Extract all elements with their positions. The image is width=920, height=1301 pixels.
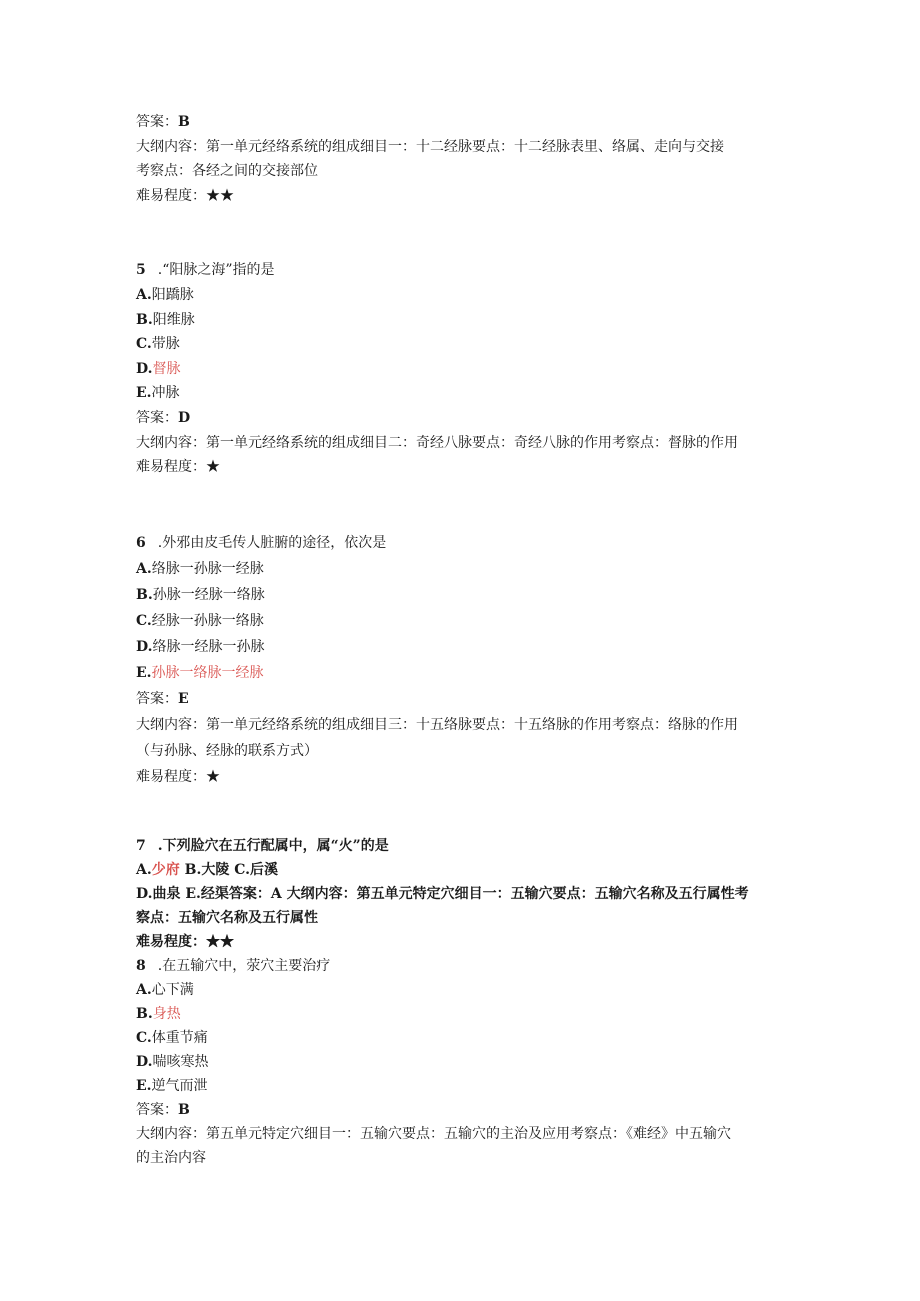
- option-letter: A.: [136, 981, 152, 998]
- q7-difficulty: [136, 930, 786, 954]
- difficulty-stars: ★: [206, 768, 220, 785]
- option-text: 喘咳寒热: [152, 1053, 209, 1070]
- difficulty-label: 难易程度：: [136, 459, 206, 476]
- q6-difficulty: [136, 764, 786, 790]
- question-number: 8: [136, 957, 146, 974]
- option-letter: A.: [136, 560, 152, 577]
- q6-answer: [136, 686, 786, 712]
- q5-option-a: [136, 283, 786, 308]
- spacer: [136, 480, 786, 530]
- q5-option-c: [136, 332, 786, 357]
- answer-label: 答案：: [136, 409, 178, 426]
- q7-block-line2: 察点：五输穴名称及五行属性: [136, 909, 318, 926]
- option-text: 阳维脉: [152, 311, 195, 328]
- answer-label: 答案：: [136, 690, 178, 707]
- q6-option-c: [136, 608, 786, 634]
- q6-option-a: [136, 556, 786, 582]
- q8-option-e: [136, 1074, 786, 1098]
- q4-difficulty: [136, 184, 786, 209]
- q6-option-d: [136, 634, 786, 660]
- option-text: 经脉一孙脉一络脉: [151, 612, 264, 629]
- q6-stem: [136, 530, 786, 556]
- question-number: 5: [136, 262, 146, 279]
- q8-option-a: [136, 978, 786, 1002]
- option-letter: C.: [136, 1029, 152, 1046]
- difficulty-label: 难易程度：: [136, 768, 206, 785]
- difficulty-stars: ★: [206, 459, 220, 476]
- option-letter: B.: [136, 311, 153, 328]
- option-letter: D.: [136, 360, 153, 377]
- q4-exam-point: 考察点：各经之间的交接部位: [136, 163, 318, 180]
- q8-option-c: [136, 1026, 786, 1050]
- q5-difficulty: [136, 455, 786, 480]
- correct-option-text: 督脉: [152, 360, 181, 377]
- answer-value: E: [178, 690, 189, 707]
- option-text: 带脉: [151, 336, 180, 353]
- difficulty-label: 难易程度：: [136, 187, 206, 204]
- q5-answer: [136, 406, 786, 431]
- q4-answer: [136, 110, 786, 135]
- difficulty-stars: ★★: [206, 933, 234, 950]
- spacer: [136, 208, 786, 258]
- q6-option-e: [136, 660, 786, 686]
- q8-answer: [136, 1098, 786, 1122]
- option-text: 心下满: [151, 981, 194, 998]
- answer-label: 答案：: [136, 114, 178, 130]
- option-letter: D.: [136, 638, 153, 655]
- q7-stem: [136, 834, 786, 858]
- document-page: [136, 110, 786, 1170]
- correct-option-text: 少府: [151, 861, 180, 878]
- q8-outline: 大纲内容：第五单元特定穴细目一：五输穴要点：五输穴的主治及应用考察点：《难经》中五输穴: [136, 1125, 731, 1142]
- option-letter: D.: [136, 1053, 153, 1070]
- question-text: .“阳脉之海”指的是: [157, 262, 275, 279]
- question-text: .下列脸穴在五行配属中，属“火”的是: [157, 837, 389, 854]
- option-letter: A.: [136, 861, 152, 878]
- answer-value: B: [178, 114, 190, 130]
- option-text: B.大陵 C.后溪: [179, 861, 278, 878]
- q8-option-d: [136, 1050, 786, 1074]
- q7-options-abc: [136, 858, 786, 882]
- option-letter: E.: [136, 385, 152, 402]
- option-text: 络脉一经脉一孙脉: [152, 638, 265, 655]
- difficulty-stars: ★★: [206, 187, 234, 204]
- q4-outline: 大纲内容：第一单元经络系统的组成细目一：十二经脉要点：十二经脉表里、络属、走向与交接: [136, 138, 724, 155]
- q5-option-b: [136, 308, 786, 333]
- option-text: 逆气而泄: [151, 1077, 208, 1094]
- question-number: 6: [136, 534, 146, 551]
- q5-option-d: [136, 357, 786, 382]
- option-text: 阳蹻脉: [151, 286, 194, 303]
- q6-option-b: [136, 582, 786, 608]
- q5-option-e: [136, 381, 786, 406]
- option-text: 冲脉: [151, 385, 180, 402]
- question-text: .外邪由皮毛传人脏腑的途径，依次是: [157, 534, 387, 551]
- q5-stem: [136, 258, 786, 283]
- q5-outline: 大纲内容：第一单元经络系统的组成细目二：奇经八脉要点：奇经八脉的作用考察点：督脉的作用: [136, 434, 738, 451]
- option-letter: E.: [136, 664, 152, 681]
- spacer: [136, 790, 786, 834]
- answer-label: 答案：: [136, 1101, 178, 1118]
- option-letter: C.: [136, 612, 152, 629]
- option-letter: E.: [136, 1077, 152, 1094]
- option-letter: B.: [136, 586, 153, 603]
- q7-block-line1: D.曲泉 E.经渠答案：A 大纲内容：第五单元特定穴细目一：五输穴要点：五输穴名称及五行属性考: [136, 885, 749, 902]
- q8-outline-cont: 的主治内容: [136, 1149, 206, 1166]
- q8-option-b: [136, 1002, 786, 1026]
- option-text: 体重节痛: [151, 1029, 208, 1046]
- option-text: 孙脉一经脉一络脉: [152, 586, 265, 603]
- question-number: 7: [136, 837, 146, 854]
- q8-stem: [136, 954, 786, 978]
- correct-option-text: 身热: [152, 1005, 181, 1022]
- q6-outline-cont: （与孙脉、经脉的联系方式）: [136, 742, 318, 759]
- difficulty-label: 难易程度：: [136, 933, 206, 950]
- answer-value: D: [178, 409, 191, 426]
- q6-outline: 大纲内容：第一单元经络系统的组成细目三：十五络脉要点：十五络脉的作用考察点：络脉的作用: [136, 716, 738, 733]
- option-letter: B.: [136, 1005, 153, 1022]
- question-text: .在五输穴中，荥穴主要治疗: [157, 957, 331, 974]
- correct-option-text: 孙脉一络脉一经脉: [151, 664, 264, 681]
- option-letter: A.: [136, 286, 152, 303]
- answer-value: B: [178, 1101, 190, 1118]
- option-text: 络脉一孙脉一经脉: [151, 560, 264, 577]
- option-letter: C.: [136, 336, 152, 353]
